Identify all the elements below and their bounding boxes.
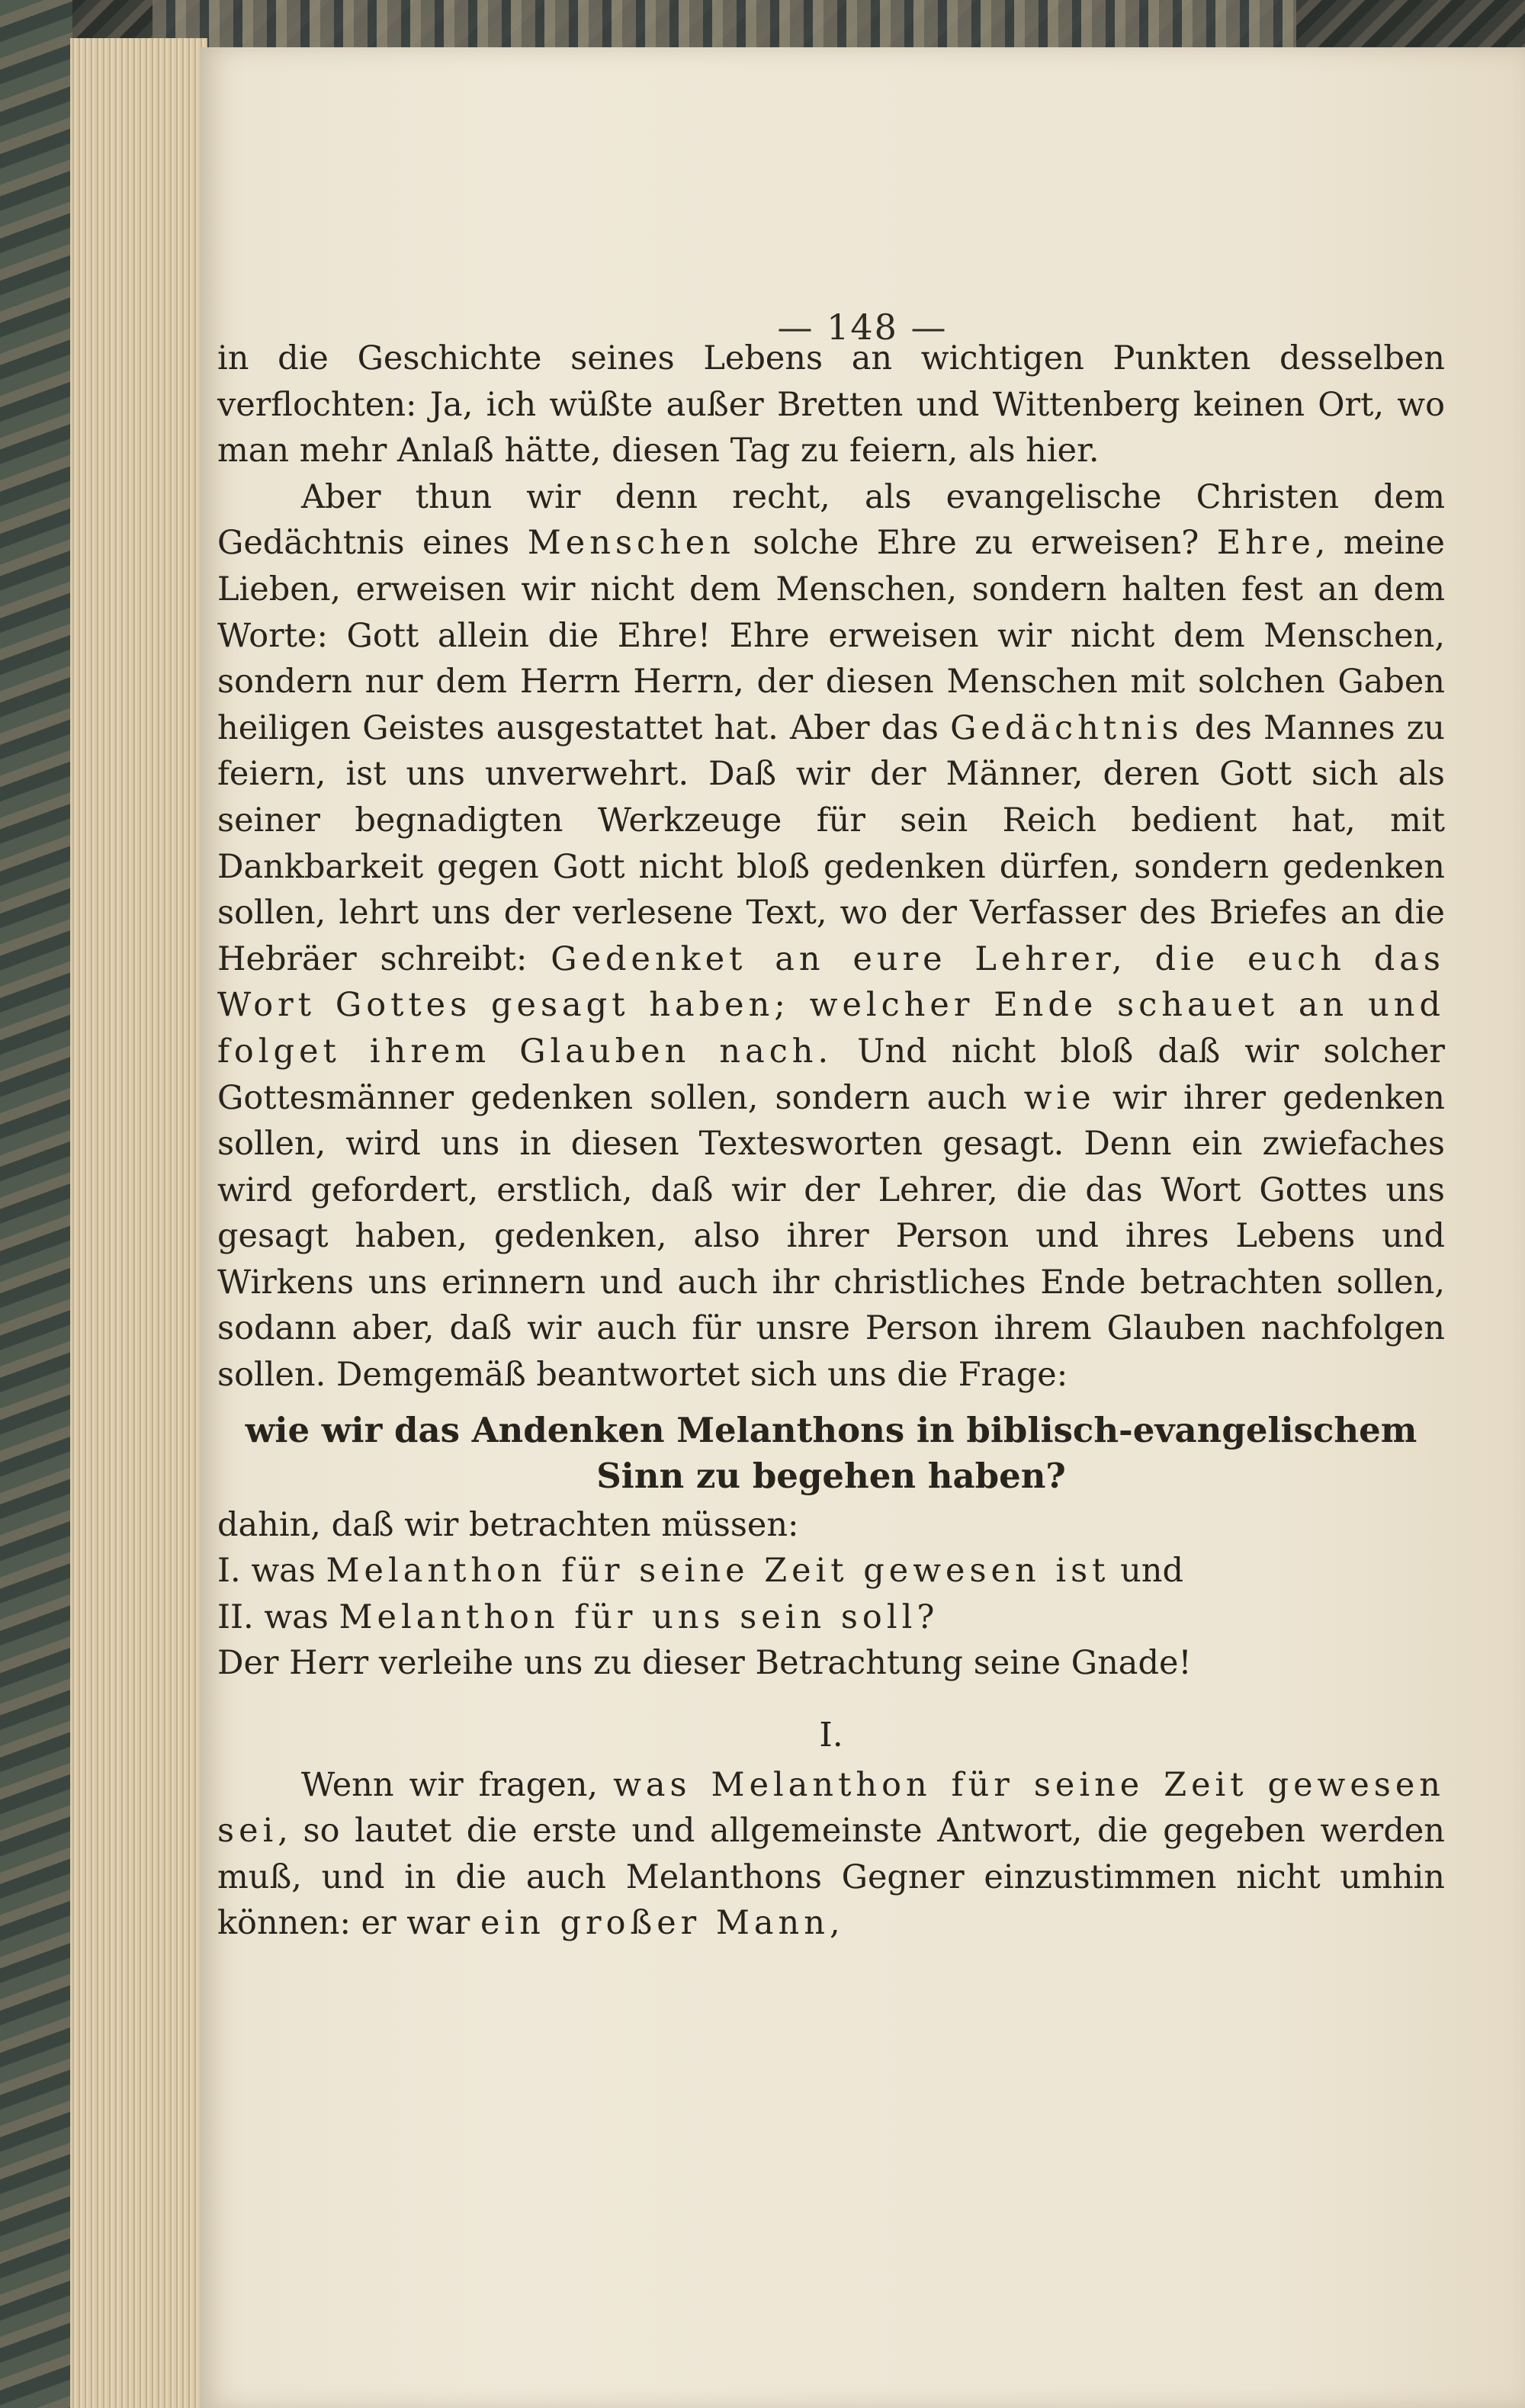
page-number: — 148 —: [777, 307, 948, 348]
item-number: II.: [217, 1597, 254, 1636]
text-run: und: [1109, 1552, 1184, 1591]
text-run: solche Ehre zu erweisen?: [734, 524, 1217, 563]
scripture-quote: Gedenket an eure Lehrer, die euch das Wort Gottes gesagt haben; welcher Ende schauet an und folget ihrem Glauben nach.: [217, 939, 1445, 1071]
division-intro: dahin, daß wir betrachten müssen:: [217, 1505, 799, 1544]
emphasis: Gedächtnis: [950, 708, 1183, 747]
emphasis: Melanthon für seine Zeit gewesen ist: [326, 1552, 1110, 1591]
emphasis: Ehre: [1216, 524, 1315, 563]
text-run: was: [264, 1597, 339, 1636]
emphasis: was Melanthon für seine Zeit gewesen sei: [217, 1765, 1445, 1851]
emphasis: Menschen: [527, 524, 735, 563]
item-number: I.: [217, 1552, 241, 1591]
text-run: Aber thun wir denn recht, als evangelische Christen dem Gedächtnis eines: [217, 477, 1445, 563]
text-run: ,: [829, 1904, 840, 1943]
section-number: I.: [819, 1716, 843, 1755]
section-paragraph: [217, 1762, 1445, 1947]
paragraph-2: [217, 474, 1445, 1398]
division-item-1: [217, 1548, 1445, 1594]
text-run: was: [251, 1552, 326, 1591]
text-run: Wenn wir fragen,: [301, 1765, 614, 1804]
text-run: wir ihrer gedenken sollen, wird uns in diesen Textesworten gesagt. Denn ein zwiefaches wird gefordert, erstlich, daß wir der Lehrer, die das Wort Gottes uns gesagt haben, gedenken, also ihrer Person und ihres Lebens und Wirkens uns erinnern und auch ihr christliches Ende betrachten sollen, sodann aber, daß wir auch für unsre Person ihrem Glauben nachfolgen sollen. Demgemäß beantwortet sich uns die Frage:: [217, 1078, 1445, 1395]
book-spine: [0, 0, 72, 2408]
paragraph-1: in die Geschichte seines Lebens an wichtigen Punkten desselben verflochten: Ja, ich wüßte außer Bretten und Wittenberg keinen Ort, wo man mehr Anlaß hätte, diesen Tag zu feiern, als hier.: [217, 339, 1445, 470]
page-text: [217, 336, 1445, 1947]
text-run: , meine Lieben, erweisen wir nicht dem Menschen, sondern halten fest an dem Worte: Gott allein die Ehre! Ehre erweisen wir nicht dem Menschen, sondern nur dem Herrn Herrn, der diesen Menschen mit solchen Gaben heiligen Geistes ausgestattet hat. Aber das: [217, 524, 1445, 747]
text-run: Und nicht bloß daß wir solcher Gottesmänner gedenken sollen, sondern auch: [217, 1032, 1445, 1117]
emphasis: Melanthon für uns sein soll?: [339, 1597, 939, 1636]
text-run: des Mannes zu feiern, ist uns unverwehrt. Daß wir der Männer, deren Gott sich als seiner begnadigten Werkzeuge für sein Reich bedient hat, mit Dankbarkeit gegen Gott nicht bloß gedenken dürfen, sondern gedenken sollen, lehrt uns der verlesene Text, wo der Verfasser des Briefes an die Hebräer schreibt:: [217, 708, 1445, 978]
sermon-theme-heading: wie wir das Andenken Melanthons in biblisch-evangelischem Sinn zu begehen haben?: [245, 1409, 1417, 1496]
emphasis: ein großer Mann: [480, 1904, 830, 1943]
prayer-line: Der Herr verleihe uns zu dieser Betrachtung seine Gnade!: [217, 1644, 1192, 1683]
marbled-cover-edge: [152, 0, 1296, 53]
division-item-2: [217, 1594, 1445, 1641]
text-run: , so lautet die erste und allgemeinste Antwort, die gegeben werden muß, und in die auch Melanthons Gegner einzustimmen nicht umhin können: er war: [217, 1812, 1445, 1943]
emphasis: wie: [1023, 1078, 1096, 1117]
page-block-edges: [70, 38, 207, 2408]
